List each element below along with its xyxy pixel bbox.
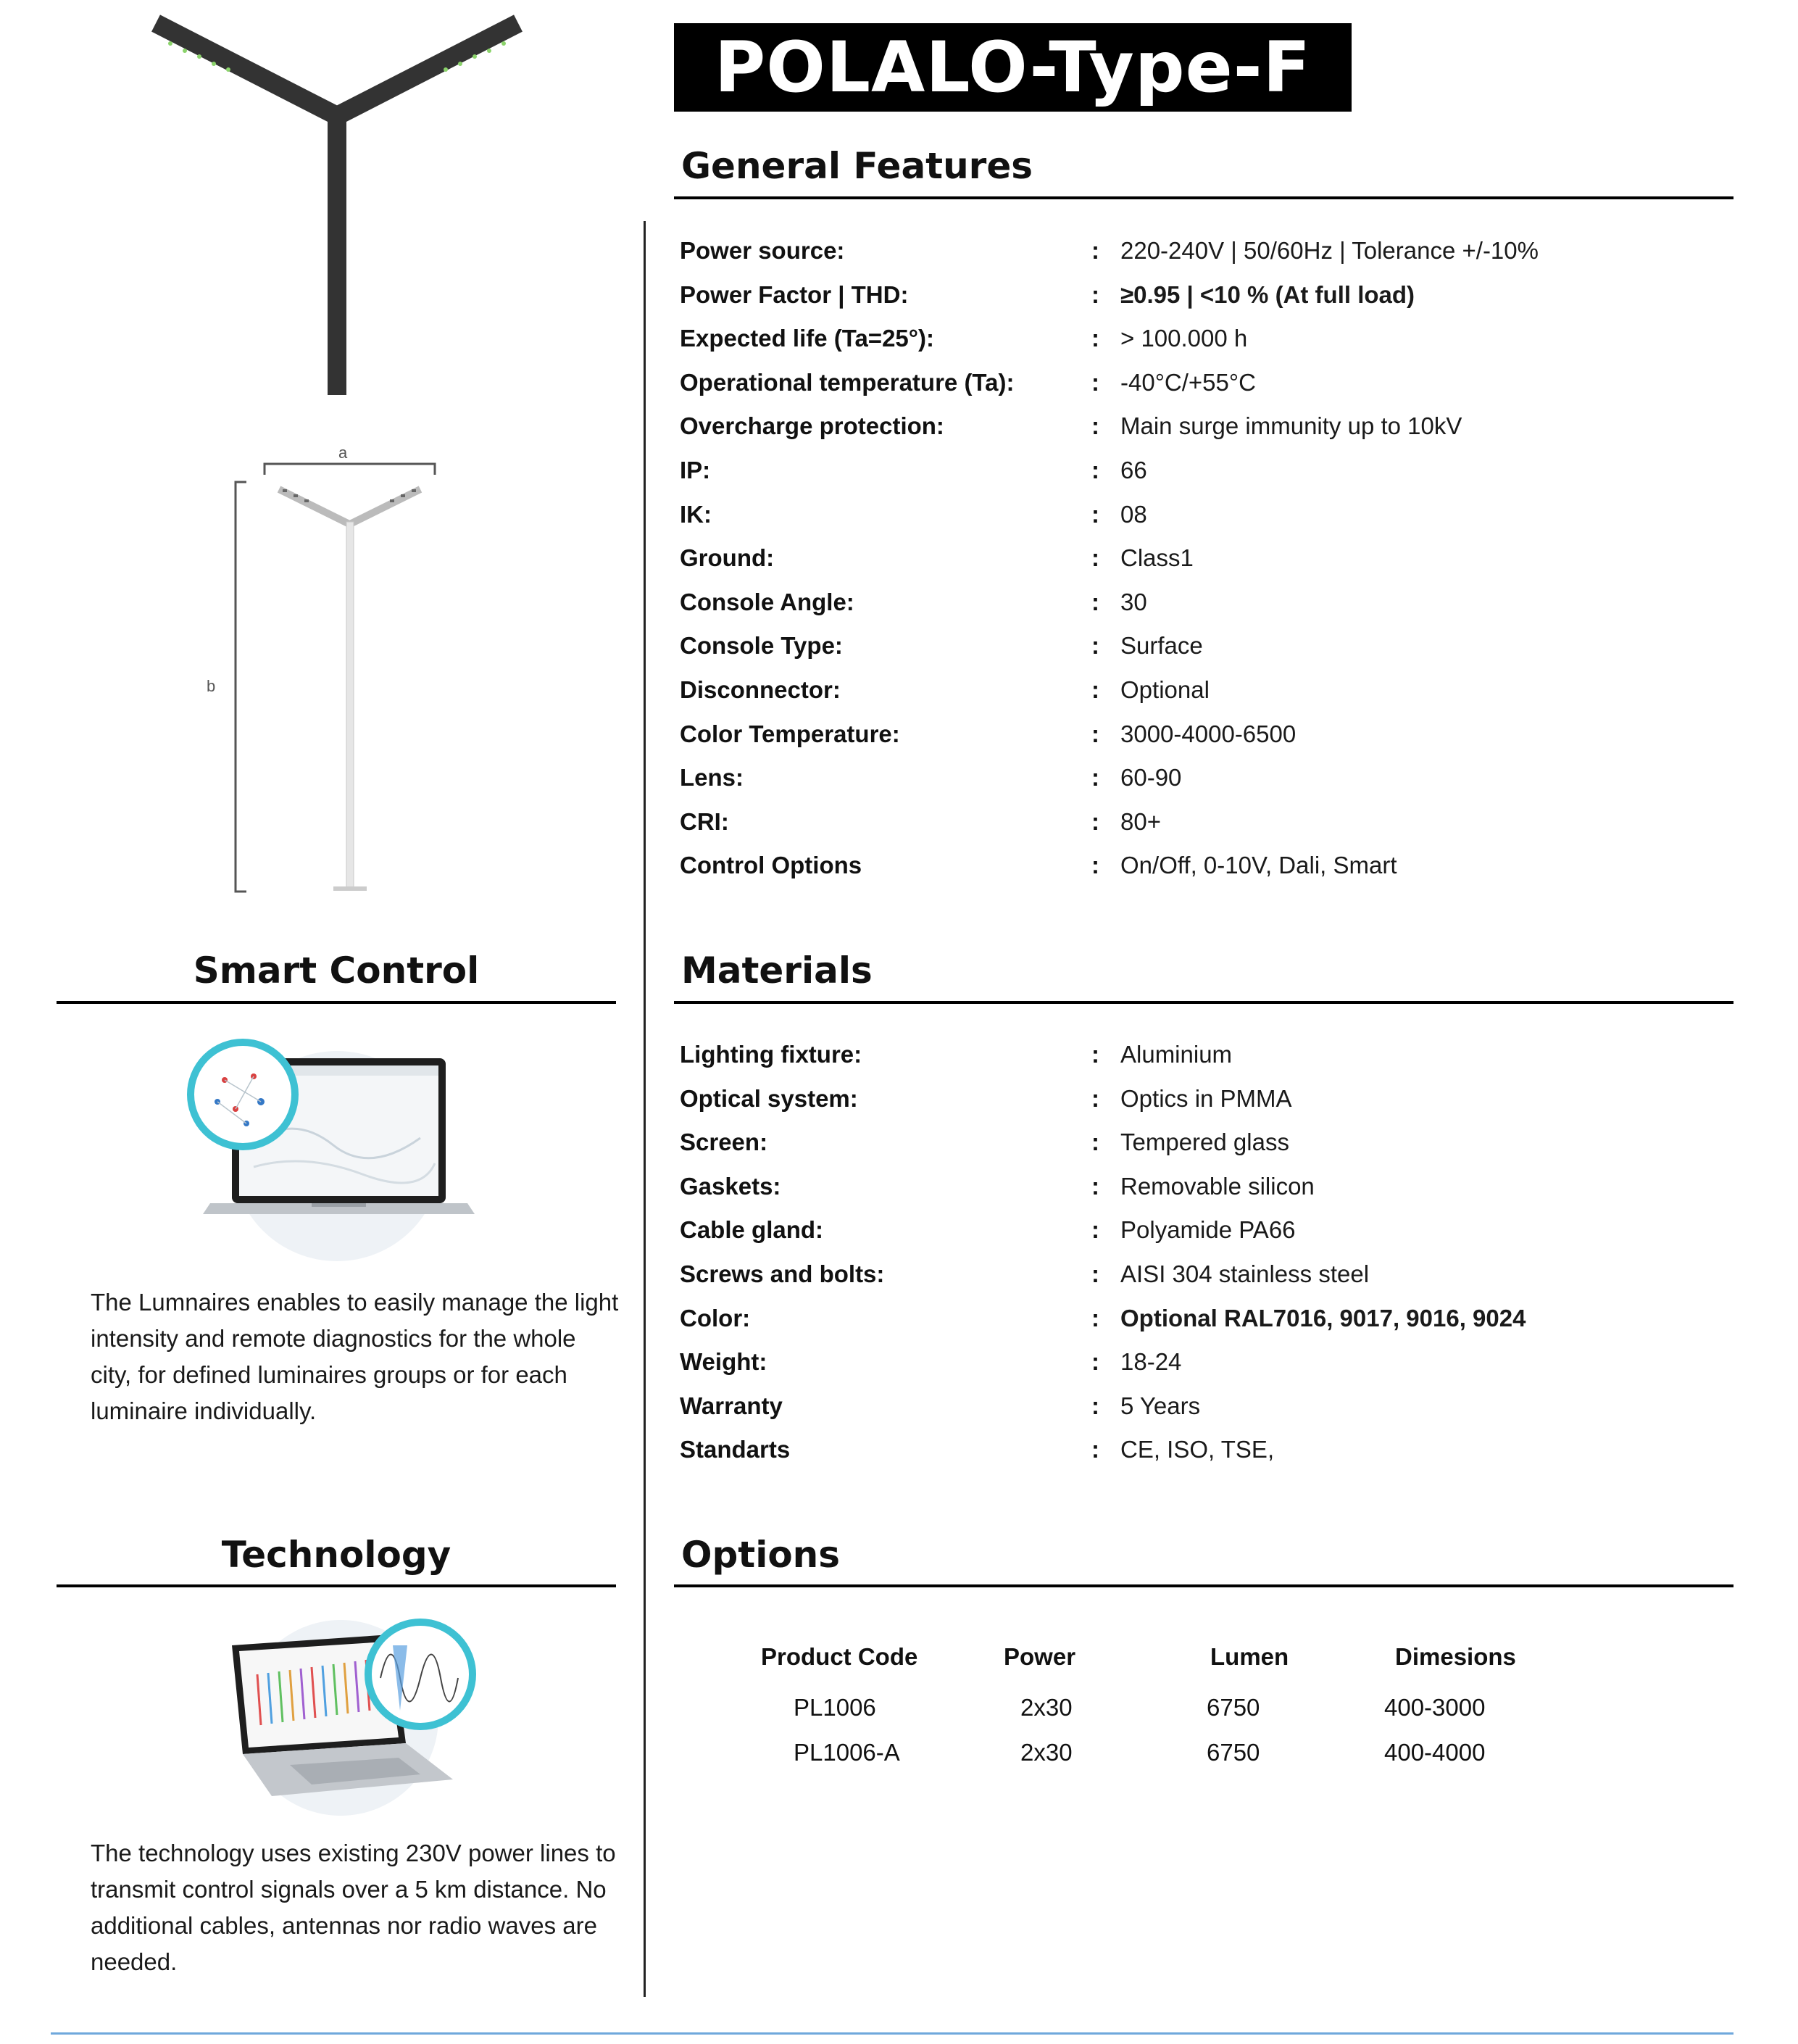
options-table-cell: 2x30 <box>1020 1739 1073 1766</box>
general-feature-label: Color Temperature: <box>680 720 900 747</box>
general-feature-row <box>680 713 1731 757</box>
options-column-header: Lumen <box>1210 1643 1289 1670</box>
general-feature-row <box>680 756 1731 800</box>
technology-rule <box>57 1584 616 1587</box>
general-feature-row <box>680 449 1731 493</box>
material-row <box>680 1165 1731 1209</box>
general-feature-value: Surface <box>1120 632 1203 660</box>
title-banner <box>674 23 1352 112</box>
material-row <box>680 1428 1731 1472</box>
options-table-row <box>725 1685 1558 1730</box>
general-feature-value: > 100.000 h <box>1120 325 1248 352</box>
options-table <box>725 1634 1558 1775</box>
material-value: Polyamide PA66 <box>1120 1216 1296 1244</box>
material-row <box>680 1208 1731 1252</box>
general-feature-separator: : <box>1091 588 1099 615</box>
general-feature-value: 08 <box>1120 500 1147 528</box>
general-feature-label: Power source: <box>680 237 845 264</box>
dimension-a-label: a <box>338 444 348 462</box>
product-title: POLALO-Type-F <box>714 27 1312 108</box>
materials-heading: Materials <box>681 950 873 992</box>
general-feature-value: 66 <box>1120 456 1147 483</box>
general-feature-separator: : <box>1091 412 1099 440</box>
options-column-header: Dimesions <box>1395 1643 1516 1670</box>
material-label: Optical system: <box>680 1084 858 1112</box>
general-feature-label: Expected life (Ta=25°): <box>680 325 934 352</box>
materials-list <box>680 1033 1731 1472</box>
general-feature-row <box>680 493 1731 537</box>
general-feature-separator: : <box>1091 500 1099 528</box>
general-feature-separator: : <box>1091 632 1099 660</box>
general-feature-row <box>680 317 1731 361</box>
material-label: Standarts <box>680 1436 791 1463</box>
material-value: CE, ISO, TSE, <box>1120 1436 1275 1463</box>
general-feature-label: IP: <box>680 456 711 483</box>
material-separator: : <box>1091 1348 1099 1376</box>
general-feature-label: Lens: <box>680 764 744 792</box>
general-feature-separator: : <box>1091 281 1099 308</box>
material-separator: : <box>1091 1129 1099 1156</box>
general-feature-value: 80+ <box>1120 807 1161 835</box>
pole-dimension-diagram <box>196 439 457 902</box>
options-table-cell: 6750 <box>1207 1739 1260 1766</box>
options-header-row <box>725 1634 1558 1679</box>
smart-control-rule <box>57 1001 616 1004</box>
materials-rule <box>674 1001 1734 1004</box>
options-table-cell: PL1006 <box>794 1694 876 1721</box>
material-separator: : <box>1091 1436 1099 1463</box>
general-features-rule <box>674 196 1734 199</box>
general-feature-value: ≥0.95 | <10 % (At full load) <box>1120 281 1415 308</box>
material-row <box>680 1340 1731 1384</box>
general-feature-label: Console Type: <box>680 632 843 660</box>
general-feature-separator: : <box>1091 676 1099 703</box>
general-features-list <box>680 229 1731 888</box>
general-feature-value: 3000-4000-6500 <box>1120 720 1297 747</box>
material-label: Lighting fixture: <box>680 1041 862 1068</box>
general-feature-row <box>680 844 1731 888</box>
general-feature-label: Console Angle: <box>680 588 854 615</box>
material-label: Screen: <box>680 1129 768 1156</box>
material-row <box>680 1077 1731 1121</box>
general-feature-value: -40°C/+55°C <box>1120 368 1256 396</box>
general-feature-separator: : <box>1091 544 1099 572</box>
material-value: 18-24 <box>1120 1348 1182 1376</box>
general-feature-value: 220-240V | 50/60Hz | Tolerance +/-10% <box>1120 237 1539 264</box>
material-value: Removable silicon <box>1120 1172 1315 1200</box>
general-feature-separator: : <box>1091 852 1099 879</box>
general-feature-label: Control Options <box>680 852 862 879</box>
material-separator: : <box>1091 1392 1099 1419</box>
general-feature-label: Ground: <box>680 544 775 572</box>
general-feature-separator: : <box>1091 325 1099 352</box>
material-row <box>680 1033 1731 1077</box>
options-table-cell: PL1006-A <box>794 1739 900 1766</box>
material-separator: : <box>1091 1172 1099 1200</box>
smart-control-laptop-image <box>181 1029 486 1268</box>
general-feature-label: CRI: <box>680 807 729 835</box>
material-label: Screws and bolts: <box>680 1260 885 1287</box>
smart-control-heading: Smart Control <box>193 950 480 992</box>
general-feature-value: Main surge immunity up to 10kV <box>1120 412 1462 440</box>
general-feature-row <box>680 581 1731 625</box>
general-feature-label: IK: <box>680 500 712 528</box>
options-table-cell: 2x30 <box>1020 1694 1073 1721</box>
technology-text: The technology uses existing 230V power lines to transmit control signals over a 5 km distance. No additional cables, antennas nor radio waves are needed. <box>91 1840 616 1975</box>
material-value: 5 Years <box>1120 1392 1201 1419</box>
material-value: Aluminium <box>1120 1041 1233 1068</box>
general-feature-separator: : <box>1091 368 1099 396</box>
general-feature-row <box>680 668 1731 713</box>
material-value: AISI 304 stainless steel <box>1120 1260 1370 1287</box>
material-label: Cable gland: <box>680 1216 824 1244</box>
material-row <box>680 1121 1731 1165</box>
material-separator: : <box>1091 1260 1099 1287</box>
general-feature-separator: : <box>1091 807 1099 835</box>
material-value: Tempered glass <box>1120 1129 1289 1156</box>
general-feature-value: 60-90 <box>1120 764 1182 792</box>
material-separator: : <box>1091 1084 1099 1112</box>
general-feature-value: 30 <box>1120 588 1147 615</box>
options-column-header: Power <box>1004 1643 1076 1670</box>
general-feature-row <box>680 624 1731 668</box>
options-table-cell: 400-4000 <box>1384 1739 1486 1766</box>
general-feature-label: Overcharge protection: <box>680 412 944 440</box>
general-feature-row <box>680 273 1731 317</box>
material-label: Gaskets: <box>680 1172 781 1200</box>
column-divider <box>644 221 646 1997</box>
general-feature-label: Disconnector: <box>680 676 841 703</box>
footer-rule <box>51 2032 1734 2035</box>
material-row <box>680 1252 1731 1297</box>
general-feature-separator: : <box>1091 456 1099 483</box>
material-separator: : <box>1091 1041 1099 1068</box>
material-row <box>680 1384 1731 1429</box>
general-feature-label: Operational temperature (Ta): <box>680 368 1015 396</box>
material-label: Weight: <box>680 1348 767 1376</box>
material-label: Color: <box>680 1304 751 1331</box>
technology-heading: Technology <box>221 1534 451 1576</box>
general-feature-row <box>680 229 1731 273</box>
general-feature-separator: : <box>1091 764 1099 792</box>
options-table-cell: 400-3000 <box>1384 1694 1486 1721</box>
y-pole-product-image <box>145 14 536 399</box>
material-separator: : <box>1091 1216 1099 1244</box>
material-separator: : <box>1091 1304 1099 1331</box>
material-label: Warranty <box>680 1392 783 1419</box>
general-feature-value: Optional <box>1120 676 1210 703</box>
general-feature-value: Class1 <box>1120 544 1194 572</box>
options-rule <box>674 1584 1734 1587</box>
general-feature-row <box>680 536 1731 581</box>
technology-laptop-image <box>203 1609 493 1827</box>
general-features-heading: General Features <box>681 145 1033 187</box>
general-feature-separator: : <box>1091 720 1099 747</box>
dimension-b-label: b <box>207 677 216 695</box>
general-feature-row <box>680 800 1731 844</box>
options-column-header: Product Code <box>761 1643 918 1670</box>
general-feature-row <box>680 404 1731 449</box>
material-value: Optics in PMMA <box>1120 1084 1292 1112</box>
options-table-row <box>725 1730 1558 1775</box>
material-value: Optional RAL7016, 9017, 9016, 9024 <box>1120 1304 1526 1331</box>
options-heading: Options <box>681 1534 841 1576</box>
general-feature-value: On/Off, 0-10V, Dali, Smart <box>1120 852 1397 879</box>
material-row <box>680 1297 1731 1341</box>
general-feature-separator: : <box>1091 237 1099 264</box>
general-feature-label: Power Factor | THD: <box>680 281 909 308</box>
general-feature-row <box>680 361 1731 405</box>
options-table-cell: 6750 <box>1207 1694 1260 1721</box>
smart-control-text: The Lumnaires enables to easily manage the light intensity and remote diagnostics for the whole city, for defined luminaires groups or for each luminaire individually. <box>91 1289 619 1424</box>
